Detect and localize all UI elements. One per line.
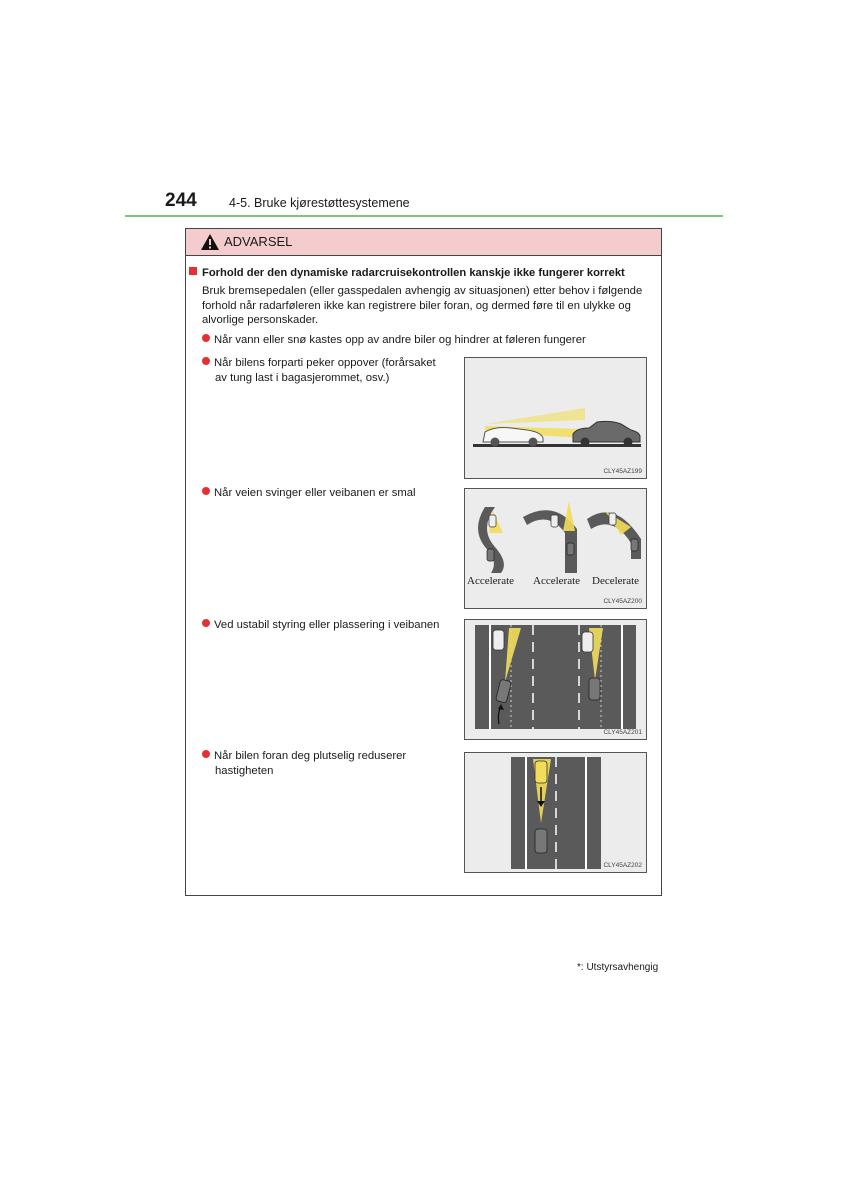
dot-bullet-icon	[202, 750, 210, 758]
dot-bullet-icon	[202, 619, 210, 627]
condition-item-5: Når bilen foran deg plutselig reduserer hastigheten	[202, 749, 454, 778]
page-number: 244	[165, 190, 197, 211]
figure-nose-up	[464, 357, 647, 479]
figure-unstable-steering	[464, 619, 647, 740]
figure-code: CLY45AZ199	[603, 468, 642, 475]
warning-header	[186, 229, 661, 256]
figure-sudden-deceleration	[464, 752, 647, 873]
condition-item-4: Ved ustabil styring eller plassering i veibanen	[202, 618, 454, 633]
header-rule	[125, 215, 723, 217]
section-title: 4-5. Bruke kjørestøttesystemene	[229, 196, 410, 210]
dot-bullet-icon	[202, 487, 210, 495]
curve-label-2: Accelerate	[533, 575, 581, 587]
warning-title: ADVARSEL	[224, 234, 293, 249]
figure-code: CLY45AZ200	[603, 598, 642, 605]
curve-label-1: Accelerate	[467, 575, 515, 587]
condition-item-1: Når vann eller snø kastes opp av andre biler og hindrer at føleren fungerer	[202, 333, 657, 348]
figure-code: CLY45AZ202	[603, 862, 642, 869]
condition-item-3: Når veien svinger eller veibanen er smal	[202, 486, 454, 501]
dot-bullet-icon	[202, 334, 210, 342]
figure-code: CLY45AZ201	[603, 729, 642, 736]
warning-box	[185, 228, 662, 896]
dot-bullet-icon	[202, 357, 210, 365]
warning-heading: Forhold der den dynamiske radarcruisekontrollen kanskje ikke fungerer korrekt	[189, 267, 659, 279]
square-bullet-icon	[189, 267, 197, 275]
curve-label-3: Decelerate	[592, 575, 640, 587]
warning-triangle-icon	[200, 233, 220, 251]
warning-intro: Bruk bremsepedalen (eller gasspedalen avhengig av situasjonen) etter behov i følgende forhold når radarføleren ikke kan registrere biler foran, og dermed føre til en ulykke og alvorlige personskader.	[202, 285, 643, 326]
figure-curved-road	[464, 488, 647, 609]
footnote: *: Utstyrsavhengig	[577, 962, 659, 973]
condition-item-2: Når bilens forparti peker oppover (forårsaket av tung last i bagasjerommet, osv.)	[202, 356, 454, 385]
